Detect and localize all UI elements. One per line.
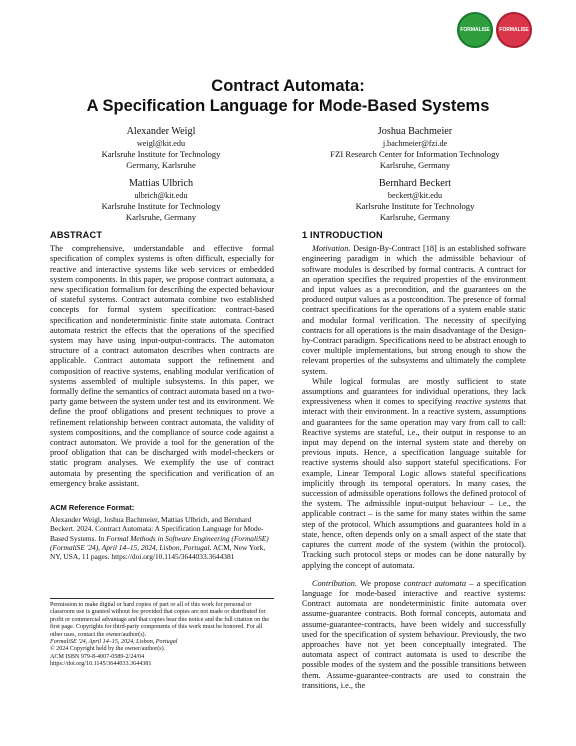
author-name: Mattias Ulbrich [128,178,194,189]
footnote-venue: FormaliSE '24, April 14–15, 2024, Lisbon, Portugal [50,639,178,646]
author-name: Joshua Bachmeier [377,126,453,137]
footnote-copyright: © 2024 Copyright held by the owner/author(s). [50,646,166,653]
artifact-badge-red: FORMALISE [496,12,532,48]
reference-format-text: Alexander Weigl, Joshua Bachmeier, Mattias Ulbrich, and Bernhard Beckert. 2024. Contract Automata: A Specification Language for Mode-Based Systems. In Formal Methods in Software Engineering (FormaliSE) (FormaliSE '24), April 14–15, 2024, Lisbon, Portugal. ACM, New York, NY, USA, 11 pages. https://doi.org/10.1145/3644033.3644381 [50,515,269,562]
footnote-doi[interactable]: https://doi.org/10.1145/3644033.3644381 [50,661,152,668]
reference-format-heading: ACM Reference Format: [50,503,135,513]
author-email[interactable]: j.bachmeier@fzi.de [382,139,448,148]
abstract-text: The comprehensive, understandable and effective formal specification of complex systems is often difficult, especially for reactive and interactive systems like web services or embedded system components. In this paper, we propose contract automata, a new specification formalism for describing the expected behaviour of stateful systems. Contract automata combine two established concepts for formal system specification: contract-based specification and nondeterministic finite state automata. Contract automata restrict the effects that the operations of the specified system may have using input-output-contracts. The automaton structure of a contract automaton describes when contracts are applicable. Contract automata support the refinement and composition of reactive systems, enabling modular verification of systems assembled of multiple subsystems. In this paper, we formally define the semantics of contract automata based on a two-party game between the system under test and its environment. We define the proof obligations and present techniques to prove a refinement relationship between contract automata, the validity of system compositions, and the compliance of source code against a contract automaton. We provide a tool for the generation of the proof obligation that can be discharged with model-checkers or static program analyses. We exemplify the use of contract automata by presenting the specification and verification of an emergency brake assistant. [50,244,274,488]
author-email[interactable]: weigl@kit.edu [136,139,186,148]
author-location: Germany, Karlsruhe [126,160,196,170]
author-location: Karlsruhe, Germany [379,212,451,222]
author-email[interactable]: ulbrich@kit.edu [134,191,188,200]
author-name: Bernhard Beckert [378,178,452,189]
permission-footnote [50,602,274,669]
author-block-4 [285,177,545,223]
author-block-2 [285,125,545,171]
author-affiliation: Karlsruhe Institute for Technology [355,201,475,211]
title-line-2: A Specification Language for Mode-Based Systems [86,97,490,115]
title-line-1: Contract Automata: [211,77,365,95]
left-column [50,230,274,561]
intro-paragraph-3: Contribution. We propose contract automata – a specification language for mode-based interactive and reactive systems: Contract automata are nondeterministic finite automata over assume-guarantee contracts. Both formal concepts, automata and assume-guarantee-contracts, have been widely and successfully used for the specification of system behaviour. Previously, the two approaches have not yet been conceptually integrated. The automata aspect of contract automata is used to describe the possible modes of the system and the possible transitions between them. Assume-guarantee-contracts are used to constrain the transitions, i.e., the [302,578,526,690]
introduction-heading: 1 INTRODUCTION [302,230,383,240]
paper-title [0,76,576,116]
permission-text: Permission to make digital or hard copies of part or all of this work for personal or classroom use is granted without fee provided that copies are not made or distributed for profit or commercial advantage and that copies bear this notice and the full citation on the first page. Copyrights for third-party components of this work must be honored. For all other uses, contact the owner/author(s). [50,602,270,638]
footnote-isbn: ACM ISBN 979-8-4007-0589-2/24/04 [50,653,145,660]
artifact-badge-green: FORMALISE [457,12,493,48]
author-email[interactable]: beckert@kit.edu [387,191,443,200]
right-column [302,230,526,691]
artifact-badges [457,12,532,48]
author-name: Alexander Weigl [126,126,196,137]
author-affiliation: FZI Research Center for Information Technology [330,149,500,159]
author-location: Karlsruhe, Germany [125,212,197,222]
author-block-3 [31,177,291,223]
author-location: Karlsruhe, Germany [379,160,451,170]
intro-paragraph-2: While logical formulas are mostly sufficient to state assumptions and guarantees for individual operations, they lack expressiveness when it comes to specifying reactive systems that interact with their environment. In a reactive system, assumptions and guarantees for the same operation may vary from call to call: Reactive systems are stateful, i.e., their output in response to an input may depend on the internal system state and thereby on previous inputs. Hence, a specification language suitable for reactive systems should also support stateful specifications. For example, Linear Temporal Logic allows stateful specifications implicitly through its temporal operators. In many cases, the succession of admissible operations follows the defined protocol of the system. The admissible input-output behaviour – i.e., the applicable contract – is the same for many states within the same step of the protocol. Which assumptions and guarantees hold in a state, hence, often depends only on a small aspect of the state that captures the current mode of the system (within the protocol). Tracking such protocol steps or modes can be done naturally by applying the concept of automata. [302,376,527,570]
footnote-rule [50,598,274,599]
intro-paragraph-1: Motivation. Design-By-Contract [18] is an established software engineering paradigm in which the admissible behaviour of software modules is described by formal contracts. A contract for an operation specifies the required properties of the environment and input values as a precondition, and the guarantees on the produced output values as a postcondition. The presence of formal contract specifications for the operations of a system enable static and modular formal verification. The necessity of specifying contracts for all operations is the main disadvantage of the Design-by-Contract paradigm. Specifications need to be abstract enough to cover multiple implementations, but strong enough to show the relevant properties of the subsystems and ultimately the complete system. [302,244,526,376]
abstract-heading: ABSTRACT [50,230,103,240]
author-block-1 [31,125,291,171]
author-affiliation: Karlsruhe Institute for Technology [101,149,221,159]
author-affiliation: Karlsruhe Institute for Technology [101,201,221,211]
